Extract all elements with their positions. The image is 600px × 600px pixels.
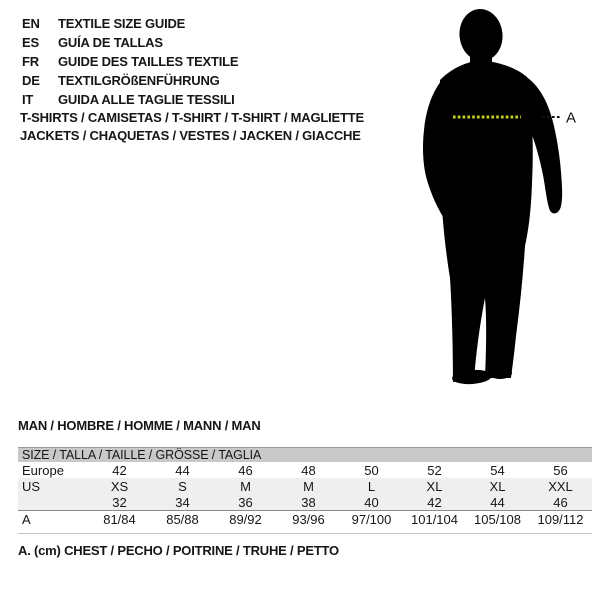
table-cell: 56 — [553, 462, 568, 478]
category-lines — [20, 109, 364, 145]
table-cell: 101/104 — [411, 512, 458, 527]
table-cell: S — [178, 478, 187, 494]
language-row — [22, 52, 238, 71]
category-tshirts: T-SHIRTS / CAMISETAS / T-SHIRT / T-SHIRT / MAGLIETTE — [20, 110, 364, 125]
row-label: US — [22, 478, 41, 494]
language-code: IT — [22, 92, 34, 107]
table-cell: 36 — [238, 494, 253, 510]
table-cell: XL — [489, 478, 506, 494]
table-row-chest-a — [18, 510, 592, 528]
table-cell: 46 — [238, 462, 253, 478]
chest-footnote: A. (cm) CHEST / PECHO / POITRINE / TRUHE / PETTO — [18, 543, 339, 558]
table-cell: XXL — [548, 478, 573, 494]
table-cell: 54 — [490, 462, 505, 478]
language-row — [22, 71, 238, 90]
row-label: Europe — [22, 462, 64, 478]
back-shoe-shape — [488, 367, 512, 379]
table-cell: 97/100 — [351, 512, 392, 527]
language-row — [22, 90, 238, 109]
man-silhouette-figure — [420, 8, 600, 388]
table-cell: M — [303, 478, 314, 494]
man-silhouette — [423, 8, 562, 385]
language-row — [22, 14, 238, 33]
table-cell: 52 — [427, 462, 442, 478]
table-cell: 109/112 — [537, 512, 584, 527]
language-label: GUÍA DE TALLAS — [58, 35, 163, 50]
table-cell: 42 — [112, 462, 127, 478]
table-cell: XL — [426, 478, 443, 494]
table-cell: 42 — [427, 494, 442, 510]
language-code: EN — [22, 16, 40, 31]
table-row-numeric — [18, 494, 592, 510]
table-cell: 40 — [364, 494, 379, 510]
row-label: A — [22, 512, 31, 527]
table-cell: 85/88 — [166, 512, 199, 527]
table-cell: L — [367, 478, 376, 494]
table-cell: 34 — [175, 494, 190, 510]
table-row-us — [18, 478, 592, 494]
table-cell: M — [240, 478, 251, 494]
language-label: GUIDA ALLE TAGLIE TESSILI — [58, 92, 235, 107]
table-cell: 93/96 — [292, 512, 325, 527]
table-cell: 46 — [553, 494, 568, 510]
language-row — [22, 33, 238, 52]
table-cell: 38 — [301, 494, 316, 510]
table-cell: 105/108 — [474, 512, 521, 527]
table-row-europe — [18, 462, 592, 478]
table-cell: 44 — [175, 462, 190, 478]
language-label: TEXTILE SIZE GUIDE — [58, 16, 186, 31]
size-table-header: SIZE / TALLA / TAILLE / GRÖSSE / TAGLIA — [18, 447, 592, 462]
language-code: FR — [22, 54, 39, 69]
table-cell: 89/92 — [229, 512, 262, 527]
category-jackets: JACKETS / CHAQUETAS / VESTES / JACKEN / GIACCHE — [20, 128, 361, 143]
table-cell: XS — [110, 478, 129, 494]
size-table — [18, 447, 592, 534]
language-code: ES — [22, 35, 39, 50]
language-label: GUIDE DES TAILLES TEXTILE — [58, 54, 239, 69]
table-cell: 44 — [490, 494, 505, 510]
section-title-man: MAN / HOMBRE / HOMME / MANN / MAN — [18, 418, 261, 433]
table-cell: 50 — [364, 462, 379, 478]
language-list — [22, 14, 238, 109]
language-code: DE — [22, 73, 40, 88]
table-cell: 32 — [112, 494, 127, 510]
table-cell: 81/84 — [103, 512, 136, 527]
language-label: TEXTILGRÖßENFÜHRUNG — [58, 73, 220, 88]
measurement-label-a: A — [566, 109, 577, 127]
table-cell: 48 — [301, 462, 316, 478]
